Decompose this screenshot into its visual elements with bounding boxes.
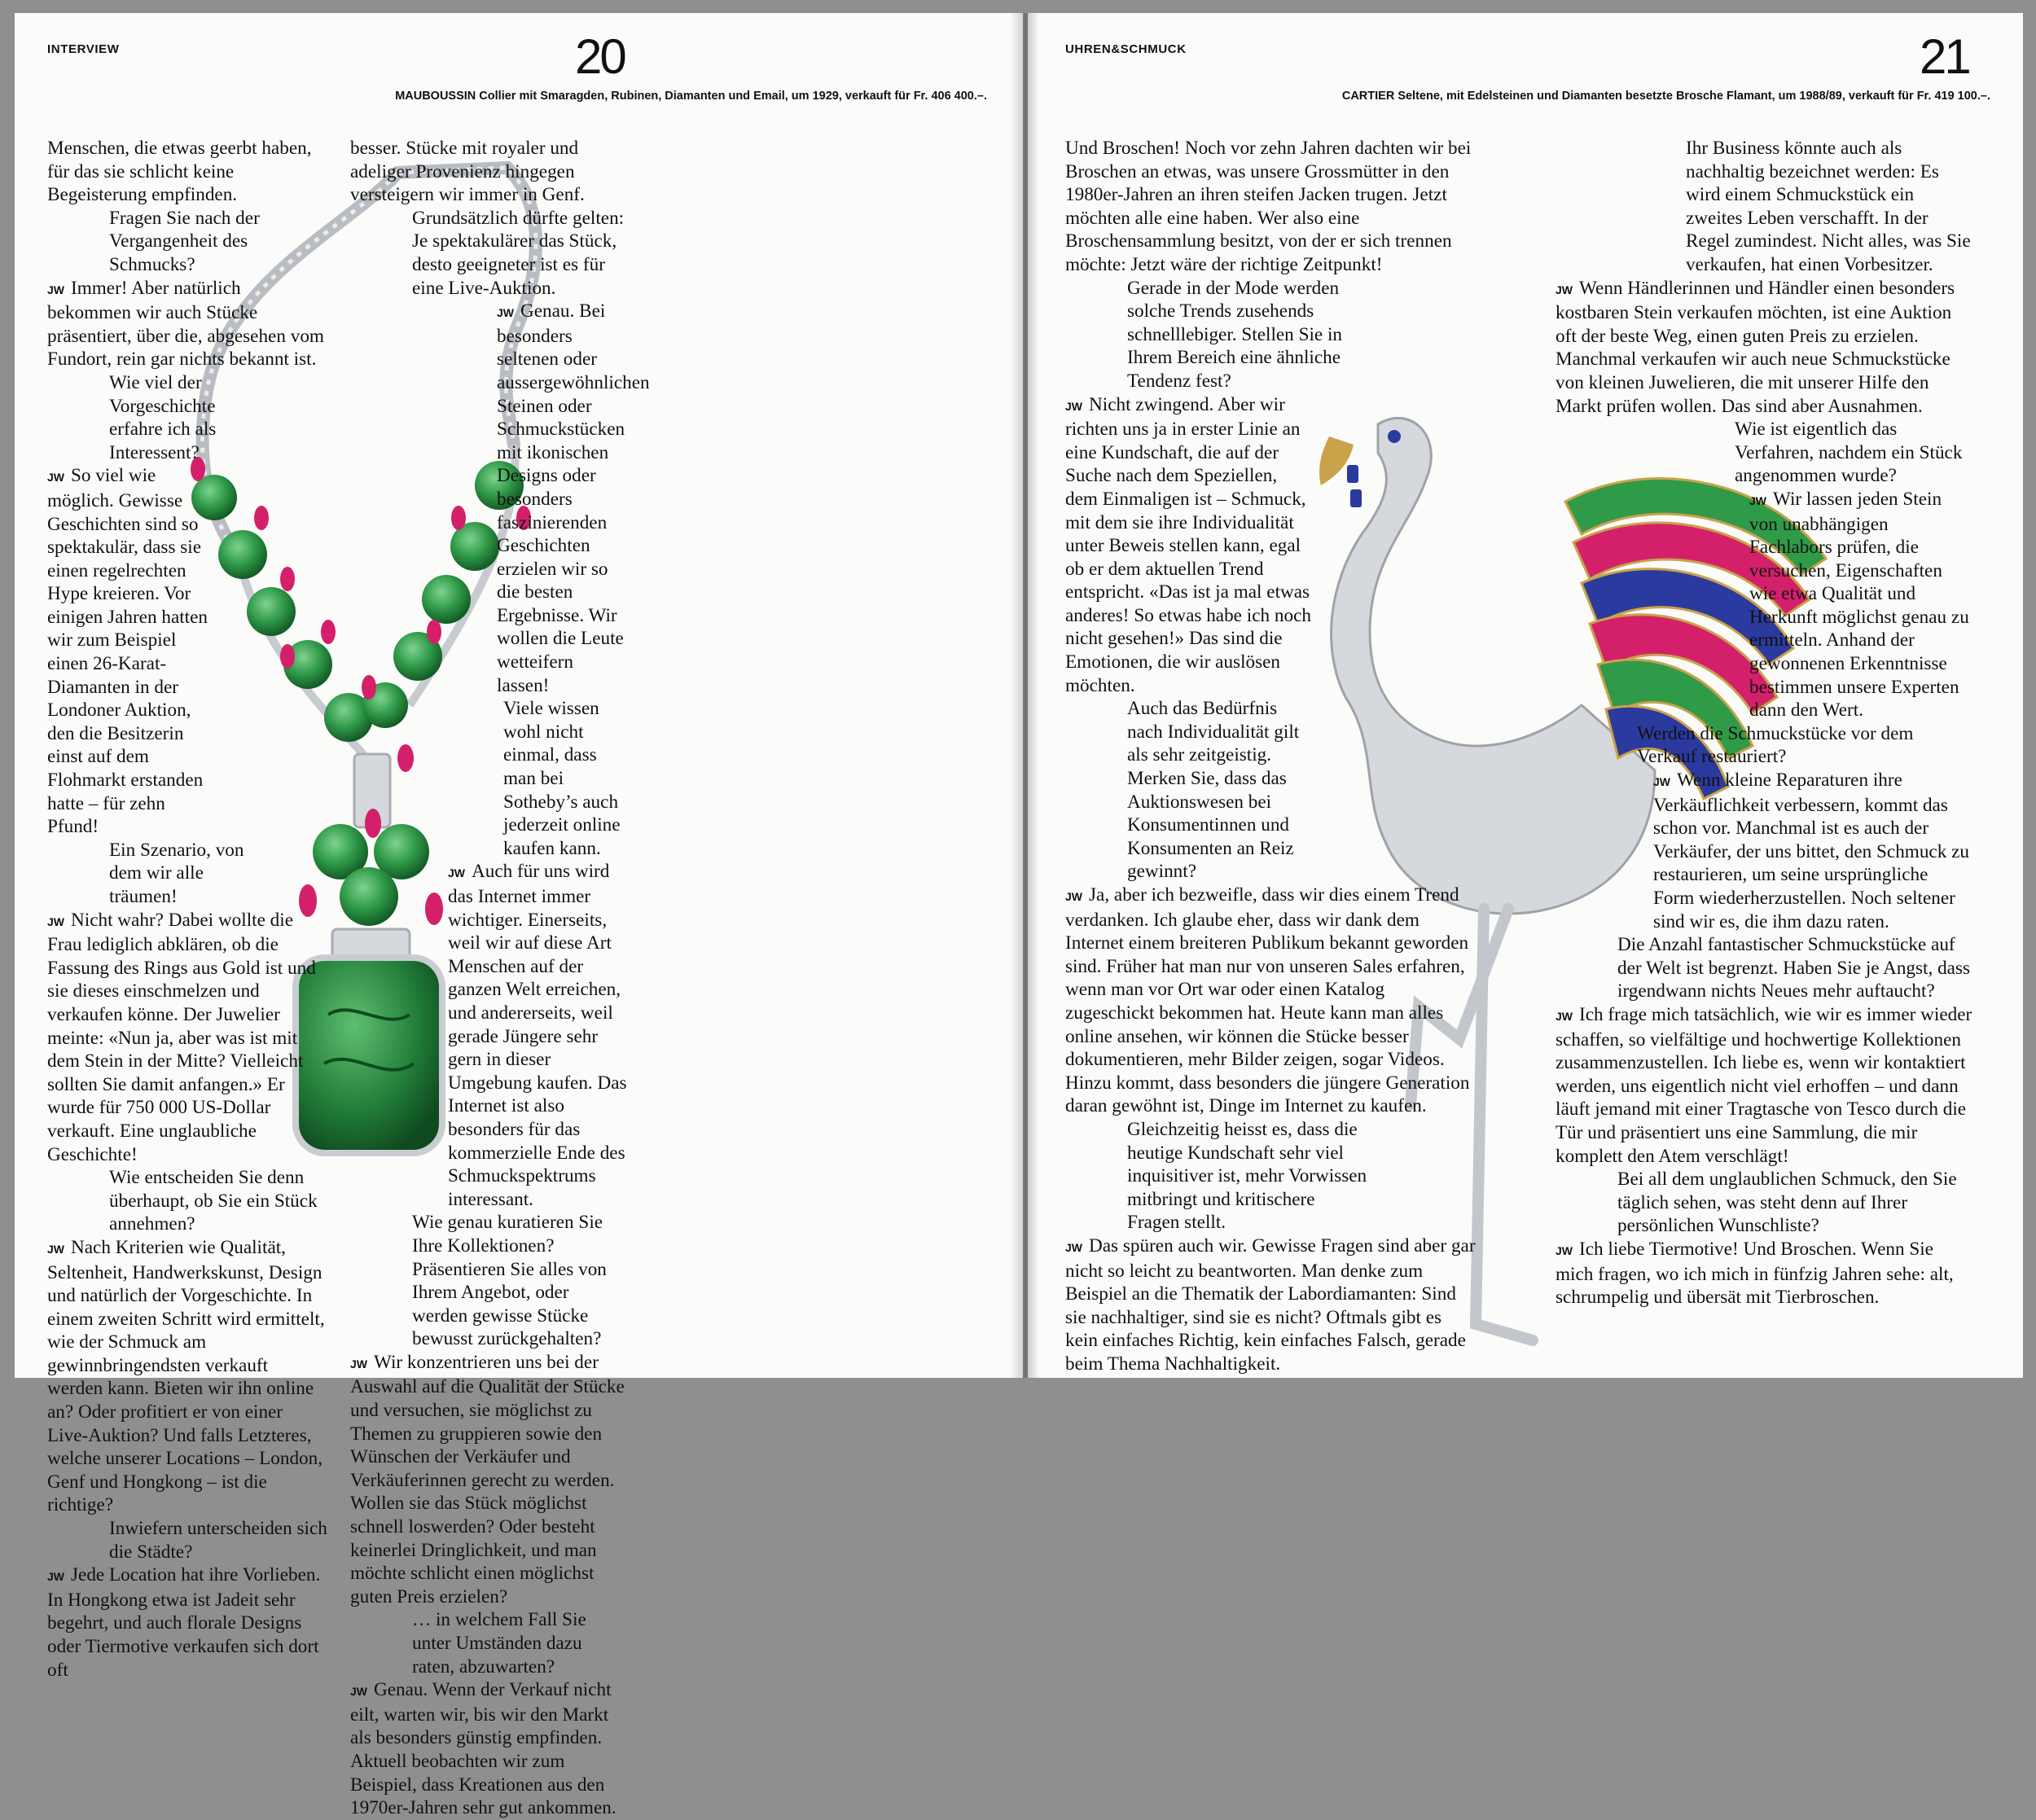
interview-question: Werden die Schmuckstücke vor dem Verkauf restauriert? — [1637, 722, 1914, 768]
right-page — [1028, 13, 2023, 1378]
section-label: INTERVIEW — [47, 42, 120, 56]
interview-question: Ein Szenario, von dem wir alle träumen! — [109, 839, 244, 907]
speaker-initials: JW — [47, 1570, 64, 1584]
interview-question: Wie genau kuratieren Sie Ihre Kollektionen? Präsentieren Sie alles von Ihrem Angebot, oder werden gewisse Stücke bewusst zurückgehalten? — [412, 1212, 607, 1350]
answer-paragraph: JW Wenn kleine Reparaturen ihre Verkäuflichkeit verbessern, kommt das schon vor. Manchmal ist es auch der Verkäufer, der uns bittet, den Schmuck zu restaurieren, um seine ursprüngliche Form wiederherzustellen. Noch seltener sind wir es, die ihm dazu raten. — [1653, 770, 1969, 932]
text-column-1 — [1065, 137, 1482, 1375]
speaker-initials: JW — [1556, 1243, 1573, 1257]
speaker-initials: JW — [1749, 493, 1766, 507]
answer-paragraph: JW Genau. Wenn der Verkauf nicht eilt, warten wir, bis wir den Markt als besonders günstig empfinden. Aktuell beobachten wir zum Beispiel, dass Kreationen aus den 1970er-Jahren sehr gut ankommen. — [350, 1679, 617, 1819]
paragraph: Menschen, die etwas geerbt haben, für das sie schlicht keine Begeisterung empfinden. — [47, 138, 312, 206]
speaker-initials: JW — [448, 866, 465, 880]
interview-question: Auch das Bedürfnis nach Individualität gilt als sehr zeitgeistig. Merken Sie, dass das Auktionswesen bei Konsumentinnen und Konsumenten an Reiz gewinnt? — [1127, 698, 1300, 883]
speaker-initials: JW — [497, 306, 514, 320]
paragraph: Ihr Business könnte auch als nachhaltig bezeichnet werden: Es wird einem Schmuckstück ein zweites Leben verschafft. In der Regel zumindest. Nicht alles, was Sie verkaufen, hat einen Vorbesitzer. — [1686, 138, 1971, 275]
interview-question: Bei all dem unglaublichen Schmuck, den Sie täglich sehen, was steht denn auf Ihrer persönlichen Wunschliste? — [1617, 1169, 1957, 1237]
answer-paragraph: JW Genau. Bei besonders seltenen oder aussergewöhnlichen Steinen oder Schmuckstücken mit ikonischen Designs oder besonders faszinierenden Geschichten erzielen wir so die besten Ergebnisse. Wir wollen die Leute wetteifern lassen! — [497, 300, 650, 696]
speaker-initials: JW — [1556, 283, 1573, 296]
speaker-initials: JW — [47, 1242, 64, 1256]
page-number: 21 — [1920, 29, 1969, 84]
speaker-initials: JW — [1556, 1009, 1573, 1023]
answer-paragraph: JW Jede Location hat ihre Vorlieben. In Hongkong etwa ist Jadeit sehr begehrt, und auch florale Designs oder Tiermotive verkaufen sich dort oft — [47, 1564, 321, 1681]
answer-paragraph: JW Nicht wahr? Dabei wollte die Frau lediglich abklären, ob die Fassung des Rings aus Gold ist und sie dieses einschmelzen und verkaufen könne. Der Juwelier meinte: «Nun ja, aber was ist mit dem Stein in der Mitte? Vielleicht sollten Sie damit anfangen.» Er wurde für 750 000 US-Dollar verkauft. Eine unglaubliche Geschichte! — [47, 909, 316, 1165]
section-label: UHREN&SCHMUCK — [1065, 42, 1187, 56]
page-number: 20 — [575, 29, 625, 84]
speaker-initials: JW — [1065, 890, 1082, 903]
image-caption: CARTIER Seltene, mit Edelsteinen und Diamanten besetzte Brosche Flamant, um 1988/89, verkauft für Fr. 419 100.–. — [1341, 90, 1990, 103]
interview-question: Gleichzeitig heisst es, dass die heutige Kundschaft sehr viel inquisitiver ist, mehr Vorwissen mitbringt und kritischere Fragen stellt. — [1127, 1118, 1367, 1234]
left-page — [15, 13, 1023, 1819]
speaker-initials: JW — [350, 1685, 367, 1699]
text-column-2 — [350, 137, 650, 1820]
answer-paragraph: JW Wenn Händlerinnen und Händler einen besonders kostbaren Stein verkaufen möchten, ist eine Auktion oft der beste Weg, einen guten Preis zu erzielen. Manchmal verkaufen wir auch neue Schmuckstücke von kleinen Juwelieren, die mit unserer Hilfe den Markt prüfen wollen. Das sind aber Ausnahmen. — [1556, 277, 1955, 417]
answer-paragraph: JW Immer! Aber natürlich bekommen wir auch Stücke präsentiert, über die, abgesehen vom Fundort, rein gar nichts bekannt ist. — [47, 277, 324, 371]
answer-paragraph: JW Ich liebe Tiermotive! Und Broschen. Wenn Sie mich fragen, wo ich mich in fünfzig Jahren sehe: alt, schrumpelig und übersät mit Tierbroschen. — [1556, 1238, 1954, 1309]
interview-question: Wie ist eigentlich das Verfahren, nachdem ein Stück angenommen wurde? — [1735, 419, 1963, 487]
interview-question: Wie entscheiden Sie denn überhaupt, ob Sie ein Stück annehmen? — [109, 1167, 318, 1235]
speaker-initials: JW — [1065, 399, 1082, 413]
text-column-1 — [47, 137, 327, 1682]
speaker-initials: JW — [350, 1357, 367, 1370]
speaker-initials: JW — [1065, 1240, 1082, 1254]
answer-paragraph: JW So viel wie möglich. Gewisse Geschichten sind so spektakulär, dass sie einen regelrechten Hype kreieren. Vor einigen Jahren hatten wir zum Beispiel einen 26-Karat-Diamanten in der Londoner Auktion, den die Besitzerin einst auf dem Flohmarkt erstanden hatte – für zehn Pfund! — [47, 465, 208, 838]
interview-question: … in welchem Fall Sie unter Umständen dazu raten, abzuwarten? — [412, 1609, 586, 1677]
answer-paragraph: JW Nach Kriterien wie Qualität, Seltenheit, Handwerkskunst, Design und natürlich der Vorgeschichte. In einem zweiten Schritt wird ermittelt, wie der Schmuck am gewinnbringendsten verkauft werden kann. Bieten wir ihn online an? Oder profitiert er von einer Live-Auktion? Und falls Letzteres, welche unserer Locations – London, Genf und Hongkong – ist die richtige? — [47, 1236, 325, 1516]
interview-question: Grundsätzlich dürfte gelten: Je spektakulärer das Stück, desto geeigneter ist es für eine Live-Auktion. — [412, 207, 625, 299]
book-spine-shadow — [1010, 13, 1039, 1378]
speaker-initials: JW — [47, 283, 64, 296]
interview-question: Die Anzahl fantastischer Schmuckstücke auf der Welt ist begrenzt. Haben Sie je Angst, dass irgendwann nichts Neues mehr auftaucht? — [1617, 934, 1971, 1002]
answer-paragraph: JW Nicht zwingend. Aber wir richten uns ja in erster Linie an eine Kundschaft, die auf der Suche nach dem Speziellen, dem Einmaligen ist – Schmuck, mit dem sie ihre Individualität unter Beweis stellen kann, egal ob er dem aktuellen Trend entspricht. «Das ist ja mal etwas anderes! So etwas habe ich noch nicht gesehen!» Das sind die Emotionen, die wir auslösen möchten. — [1065, 393, 1311, 696]
answer-paragraph: JW Ich frage mich tatsächlich, wie wir es immer wieder schaffen, so vielfältige und hochwertige Kollektionen zusammenzustellen. Ich liebe es, wenn wir kontaktiert werden, uns eigentlich nicht viel erhoffen – und dann läuft jemand mit einer Tragtasche von Tesco durch die Tür und präsentiert uns eine Sammlung, die mir komplett den Atem verschlägt! — [1556, 1003, 1972, 1167]
answer-paragraph: JW Ja, aber ich bezweifle, dass wir dies einem Trend verdanken. Ich glaube eher, dass wir dank dem Internet einem breiteren Publikum bekannt geworden sind. Früher hat man nur von unseren Sales erfahren, wenn man vor Ort war oder einen Katalog zugeschickt bekommen hat. Heute kann man alles online ansehen, wir können die Stücke besser dokumentieren, mehr Bilder zeigen, sogar Videos. Hinzu kommt, dass besonders die jüngere Generation daran gewöhnt ist, Dinge im Internet zu kaufen. — [1065, 884, 1470, 1117]
interview-question: Fragen Sie nach der Vergangenheit des Schmucks? — [109, 207, 260, 275]
interview-question: Inwiefern unterscheiden sich die Städte? — [109, 1518, 327, 1563]
answer-paragraph: JW Wir lassen jeden Stein von unabhängigen Fachlabors prüfen, die versuchen, Eigenschaften wie etwa Qualität und Herkunft möglichst genau zu ermitteln. Anhand der gewonnenen Erkenntnisse bestimmen unsere Experten dann den Wert. — [1749, 488, 1969, 721]
interview-question: Gerade in der Mode werden solche Trends zusehends schnelllebiger. Stellen Sie in Ihrem Bereich eine ähnliche Tendenz fest? — [1127, 277, 1343, 392]
text-column-2 — [1556, 137, 1972, 1309]
interview-question: Viele wissen wohl nicht einmal, dass man bei Sotheby’s auch jederzeit online kaufen kann. — [503, 698, 621, 859]
speaker-initials: JW — [47, 471, 64, 485]
paragraph: Und Broschen! Noch vor zehn Jahren dachten wir bei Broschen an etwas, was unsere Grossmütter in den 1980er-Jahren an ihren steifen Jacken trugen. Jetzt möchten alle eine haben. Wer also eine Broschensammlung besitzt, von der er sich trennen möchte: Jetzt wäre der richtige Zeitpunkt! — [1065, 138, 1472, 275]
answer-paragraph: JW Das spüren auch wir. Gewisse Fragen sind aber gar nicht so leicht zu beantworten. Man denke zum Beispiel an die Thematik der Labordiamanten: Sind sie nachhaltiger, sind sie es nicht? Oftmals gibt es kein einfaches Richtig, kein einfaches Falsch, gerade beim Thema Nachhaltigkeit. — [1065, 1235, 1476, 1375]
speaker-initials: JW — [1653, 775, 1670, 789]
image-caption: MAUBOUSSIN Collier mit Smaragden, Rubinen, Diamanten und Email, um 1929, verkauft für Fr. 406 400.–. — [395, 90, 987, 103]
paragraph: besser. Stücke mit royaler und adeliger Provenienz hingegen versteigern wir immer in Genf. — [350, 138, 585, 206]
speaker-initials: JW — [47, 914, 64, 928]
interview-question: Wie viel der Vorgeschichte erfahre ich als Interessent? — [109, 371, 217, 463]
answer-paragraph: JW Wir konzentrieren uns bei der Auswahl auf die Qualität der Stücke und versuchen, sie möglichst zu Themen zu gruppieren sowie den Wünschen der Verkäufer und Verkäuferinnen gerecht zu werden. Wollen sie das Stück möglichst schnell loswerden? Oder besteht keinerlei Dringlichkeit, und man möchte schlicht einen möglichst guten Preis erzielen? — [350, 1351, 625, 1607]
answer-paragraph: JW Auch für uns wird das Internet immer wichtiger. Einerseits, weil wir auf diese Art Menschen auf der ganzen Welt erreichen, und andererseits, weil gerade Jüngere sehr gern in dieser Umgebung kaufen. Das Internet ist also besonders für das kommerzielle Ende des Schmuckspektrums interessant. — [448, 861, 627, 1210]
